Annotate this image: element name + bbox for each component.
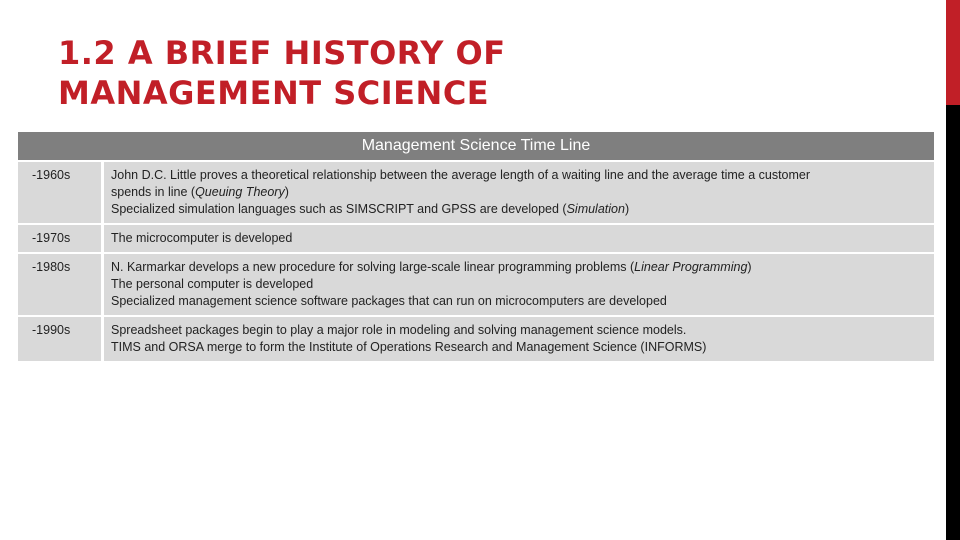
event-line: spends in line (Queuing Theory) <box>111 185 289 199</box>
timeline-header-row <box>18 132 934 162</box>
decade-cell: -1990s <box>18 317 104 363</box>
timeline-header: Management Science Time Line <box>18 132 934 162</box>
event-topic: Queuing Theory <box>195 185 285 199</box>
decade-cell: -1980s <box>18 254 104 317</box>
decade-cell: -1960s <box>18 162 104 225</box>
event-line: The microcomputer is developed <box>111 231 293 245</box>
event-line: Specialized management science software packages that can run on microcomputers are developed <box>111 294 667 308</box>
event-cell <box>104 317 934 363</box>
slide-title-line: 1.2 A BRIEF HISTORY OF <box>58 34 506 72</box>
table-row <box>18 225 934 254</box>
event-line: John D.C. Little proves a theoretical relationship between the average length of a waiting line and the average time a customer <box>111 168 811 182</box>
table-row <box>18 162 934 225</box>
event-line: Specialized simulation languages such as SIMSCRIPT and GPSS are developed (Simulation) <box>111 202 630 216</box>
timeline-table <box>18 132 934 363</box>
event-line: The personal computer is developed <box>111 277 314 291</box>
event-cell <box>104 225 934 254</box>
table-row <box>18 317 934 363</box>
slide-title <box>58 33 506 113</box>
slide-edge-accent <box>946 0 960 105</box>
event-cell <box>104 162 934 225</box>
event-line: Spreadsheet packages begin to play a major role in modeling and solving management science models. <box>111 323 687 337</box>
event-line: TIMS and ORSA merge to form the Institute of Operations Research and Management Science (INFORMS) <box>111 340 707 354</box>
table-row <box>18 254 934 317</box>
decade-cell: -1970s <box>18 225 104 254</box>
event-line: N. Karmarkar develops a new procedure for solving large-scale linear programming problems (Linear Programming) <box>111 260 752 274</box>
event-cell <box>104 254 934 317</box>
slide-title-line: MANAGEMENT SCIENCE <box>58 74 490 112</box>
event-topic: Simulation <box>566 202 625 216</box>
event-topic: Linear Programming <box>634 260 748 274</box>
